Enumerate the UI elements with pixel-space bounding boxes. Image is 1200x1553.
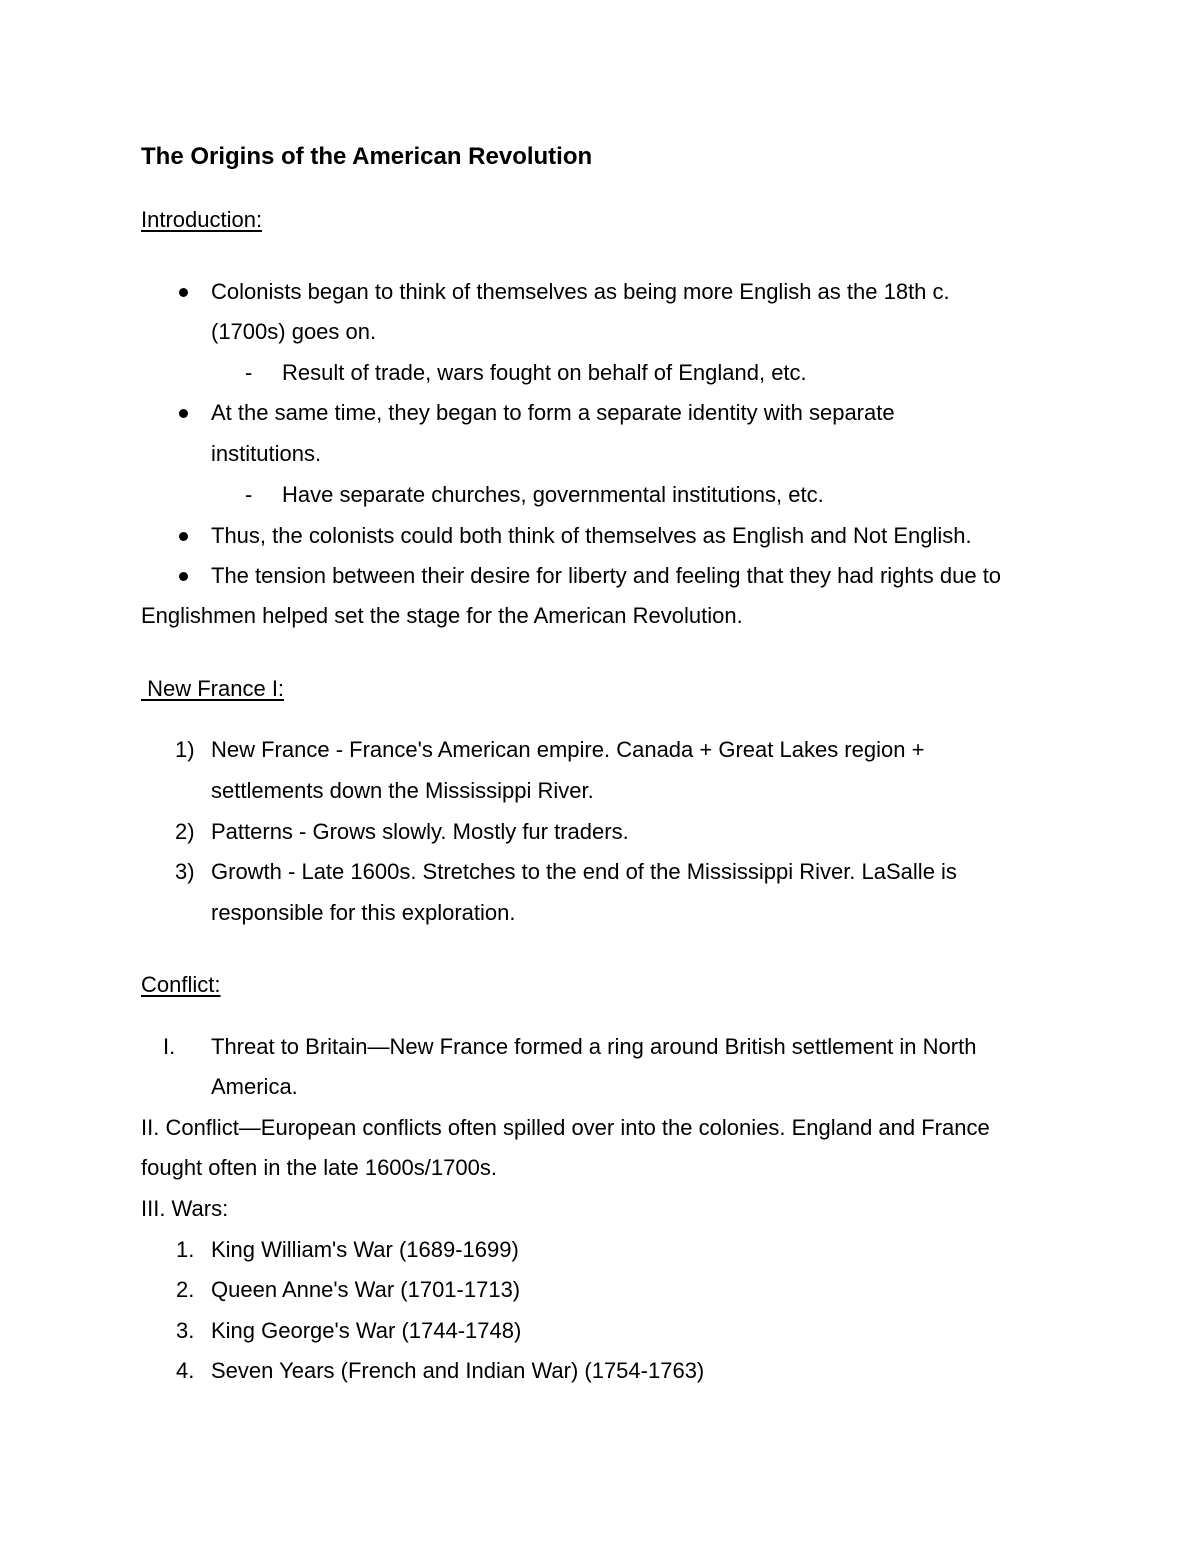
new-france-item-1-line-1: New France - France's American empire. Canada + Great Lakes region + bbox=[211, 737, 925, 762]
conflict-point-2-line-2: fought often in the late 1600s/1700s. bbox=[141, 1155, 497, 1180]
list-marker: 3. bbox=[176, 1318, 195, 1343]
war-item: Seven Years (French and Indian War) (1754-1763) bbox=[211, 1358, 705, 1383]
intro-bullet-4-line-2: Englishmen helped set the stage for the American Revolution. bbox=[141, 603, 743, 628]
intro-bullet-2-line-2: institutions. bbox=[211, 441, 322, 466]
intro-bullet-1-line-1: Colonists began to think of themselves as being more English as the 18th c. bbox=[211, 279, 950, 304]
list-marker: 3) bbox=[175, 859, 195, 884]
new-france-item-2: Patterns - Grows slowly. Mostly fur traders. bbox=[211, 819, 629, 844]
list-marker: 2. bbox=[176, 1277, 195, 1302]
new-france-item-3-line-1: Growth - Late 1600s. Stretches to the end of the Mississippi River. LaSalle is bbox=[211, 859, 957, 884]
intro-bullet-4-line-1: The tension between their desire for liberty and feeling that they had rights due to bbox=[211, 563, 1002, 588]
conflict-heading: Conflict: bbox=[141, 972, 221, 997]
intro-bullet-3: Thus, the colonists could both think of themselves as English and Not English. bbox=[211, 523, 972, 548]
list-marker: 4. bbox=[176, 1358, 195, 1383]
list-marker: 1. bbox=[176, 1237, 195, 1262]
bullet-icon bbox=[179, 572, 188, 581]
introduction-heading: Introduction: bbox=[141, 207, 263, 232]
war-item: King George's War (1744-1748) bbox=[211, 1318, 522, 1343]
war-item: Queen Anne's War (1701-1713) bbox=[211, 1277, 521, 1302]
conflict-point-2-line-1: II. Conflict—European conflicts often spilled over into the colonies. England and France bbox=[141, 1115, 990, 1140]
new-france-item-1-line-2: settlements down the Mississippi River. bbox=[211, 778, 594, 803]
conflict-point-3: III. Wars: bbox=[141, 1196, 229, 1221]
intro-bullet-2-subpoint: Have separate churches, governmental institutions, etc. bbox=[282, 482, 824, 507]
new-france-heading: New France I: bbox=[141, 676, 285, 701]
conflict-point-1-line-2: America. bbox=[211, 1074, 298, 1099]
intro-bullet-1-line-2: (1700s) goes on. bbox=[211, 319, 377, 344]
page-title: The Origins of the American Revolution bbox=[141, 143, 593, 170]
war-item: King William's War (1689-1699) bbox=[211, 1237, 519, 1262]
dash-marker: - bbox=[245, 360, 253, 385]
bullet-icon bbox=[179, 532, 188, 541]
list-marker: 2) bbox=[175, 819, 195, 844]
list-marker: 1) bbox=[175, 737, 195, 762]
intro-bullet-1-subpoint: Result of trade, wars fought on behalf of England, etc. bbox=[282, 360, 807, 385]
dash-marker: - bbox=[245, 482, 253, 507]
bullet-icon bbox=[179, 409, 188, 418]
intro-bullet-2-line-1: At the same time, they began to form a separate identity with separate bbox=[211, 400, 895, 425]
roman-marker: I. bbox=[163, 1034, 176, 1059]
new-france-item-3-line-2: responsible for this exploration. bbox=[211, 900, 516, 925]
conflict-point-1-line-1: Threat to Britain—New France formed a ring around British settlement in North bbox=[211, 1034, 977, 1059]
bullet-icon bbox=[179, 288, 188, 297]
